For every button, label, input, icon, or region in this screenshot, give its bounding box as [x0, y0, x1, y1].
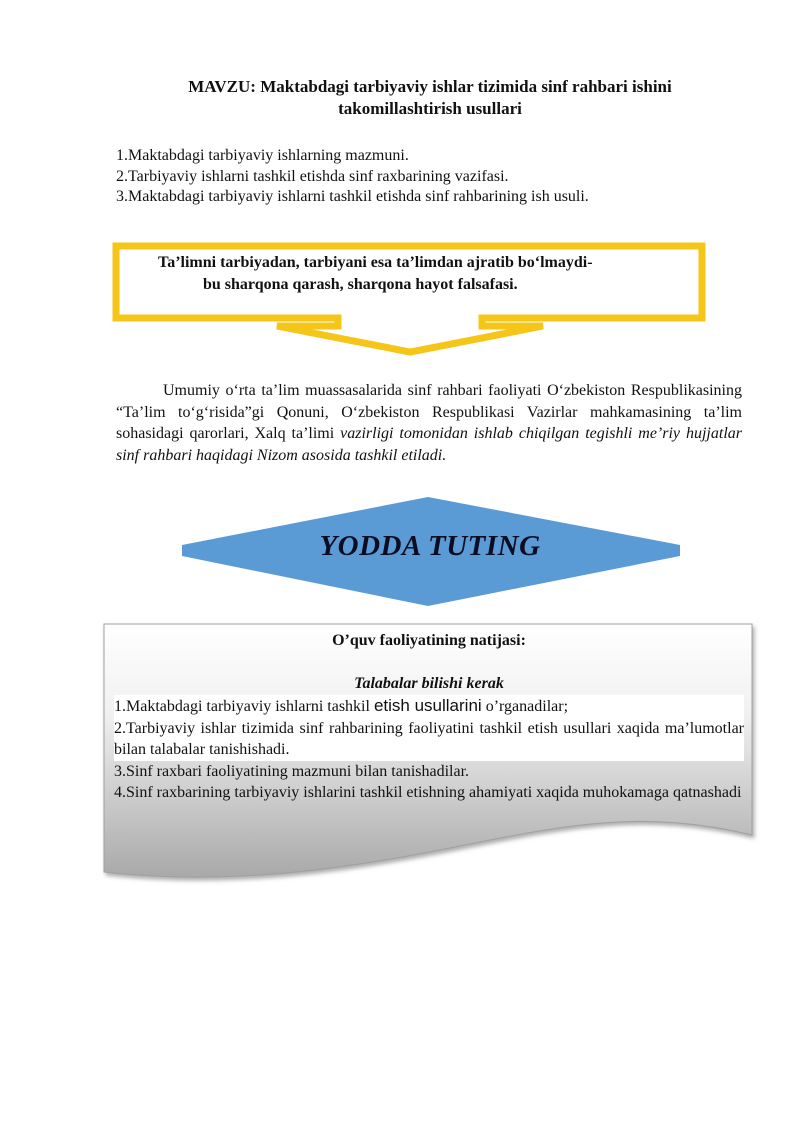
plan-item-1: 1.Maktabdagi tarbiyaviy ishlarning mazmuni. — [116, 147, 409, 164]
paragraph-italic-text: vazirligi tomonidan ishlab chiqilgan tegishli me’riy hujjatlar sinf rahbari haqidagi Nizom asosida tashkil etiladi. — [116, 425, 742, 464]
result-item-4: 4.Sinf raxbarining tarbiyaviy ishlarini tashkil etishning ahamiyati xaqida muhokamaga qatnashadi — [114, 784, 742, 801]
result-item-2: 2.Tarbiyaviy ishlar tizimida sinf rahbarining faoliyatini tashkil etish usullari xaqida ma’lumotlar bilan talabalar tanishishadi. — [114, 718, 744, 761]
body-paragraph — [116, 380, 742, 466]
title-line-2: takomillashtirish usullari — [338, 99, 522, 118]
results-subtitle: Talabalar bilishi kerak — [354, 675, 504, 692]
plan-item-3: 3.Maktabdagi tarbiyaviy ishlarni tashkil etishda sinf rahbarining ish usuli. — [116, 188, 589, 205]
plan-item-2: 2.Tarbiyaviy ishlarni tashkil etishda sinf raxbarining vazifasi. — [116, 167, 509, 185]
yodda-banner-text: YODDA TUTING — [319, 530, 541, 562]
callout-line-2: bu sharqona qarash, sharqona hayot falsafasi. — [203, 276, 518, 293]
callout-quote — [130, 252, 690, 296]
results-list — [114, 695, 744, 804]
result-item-3: 3.Sinf raxbari faoliyatining mazmuni bilan tanishadilar. — [114, 762, 470, 780]
title-line-1: MAVZU: Maktabdagi tarbiyaviy ishlar tizimida sinf rahbari ishini — [188, 77, 672, 96]
paragraph-normal-text: Umumiy o‘rta ta’lim muassasalarida sinf rahbari faoliyati O‘zbekiston Respublikasining “Ta’lim to‘g‘risida”gi Qonuni, O‘zbekiston Respublikasi Vazirlar mahkamasining ta’lim sohasidagi qarorlari, Xalq ta’limi — [116, 382, 742, 442]
callout-line-1: Ta’limni tarbiyadan, tarbiyani esa ta’limdan ajratib bo‘lmaydi- — [158, 254, 593, 271]
result-item-1: 1.Maktabdagi tarbiyaviy ishlarni tashkil etish usullarini o’rganadilar; — [114, 695, 744, 718]
results-title: O’quv faoliyatining natijasi: — [332, 632, 526, 649]
